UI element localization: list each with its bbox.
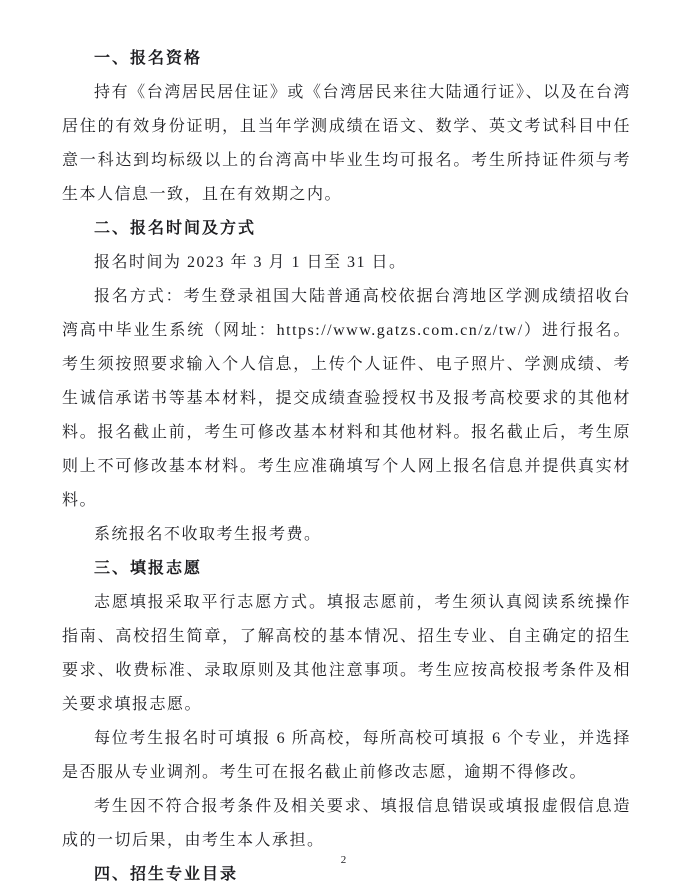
paragraph-eligibility: 持有《台湾居民居住证》或《台湾居民来往大陆通行证》、以及在台湾居住的有效身份证明，且当年学测成绩在语文、数学、英文考试科目中任意一科达到均标级以上的台湾高中毕业生均可报名。考生所持证件须与考生本人信息一致，且在有效期之内。 [62, 84, 631, 203]
paragraph-volunteer-limits: 每位考生报名时可填报 6 所高校，每所高校可填报 6 个专业，并选择是否服从专业调剂。考生可在报名截止前修改志愿，逾期不得修改。 [62, 730, 631, 781]
section-heading-3: 三、填报志愿 [94, 560, 203, 577]
page-number: 2 [340, 854, 347, 866]
paragraph-registration-time: 报名时间为 2023 年 3 月 1 日至 31 日。 [94, 254, 407, 271]
section-heading-4: 四、招生专业目录 [94, 866, 239, 883]
section-heading-1: 一、报名资格 [94, 50, 203, 67]
paragraph-no-fee: 系统报名不收取考生报考费。 [94, 526, 322, 543]
paragraph-volunteer-responsibility: 考生因不符合报考条件及相关要求、填报信息错误或填报虚假信息造成的一切后果，由考生本人承担。 [62, 798, 631, 849]
paragraph-volunteer-parallel: 志愿填报采取平行志愿方式。填报志愿前，考生须认真阅读系统操作指南、高校招生简章，了解高校的基本情况、招生专业、自主确定的招生要求、收费标准、录取原则及其他注意事项。考生应按高校报考条件及相关要求填报志愿。 [62, 594, 631, 713]
paragraph-registration-method: 报名方式：考生登录祖国大陆普通高校依据台湾地区学测成绩招收台湾高中毕业生系统（网址：https://www.gatzs.com.cn/z/tw/）进行报名。考生须按照要求输入个人信息，上传个人证件、电子照片、学测成绩、考生诚信承诺书等基本材料，提交成绩查验授权书及报考高校要求的其他材料。报名截止前，考生可修改基本材料和其他材料。报名截止后，考生原则上不可修改基本材料。考生应准确填写个人网上报名信息并提供真实材料。 [62, 288, 631, 509]
section-heading-2: 二、报名时间及方式 [94, 220, 257, 237]
